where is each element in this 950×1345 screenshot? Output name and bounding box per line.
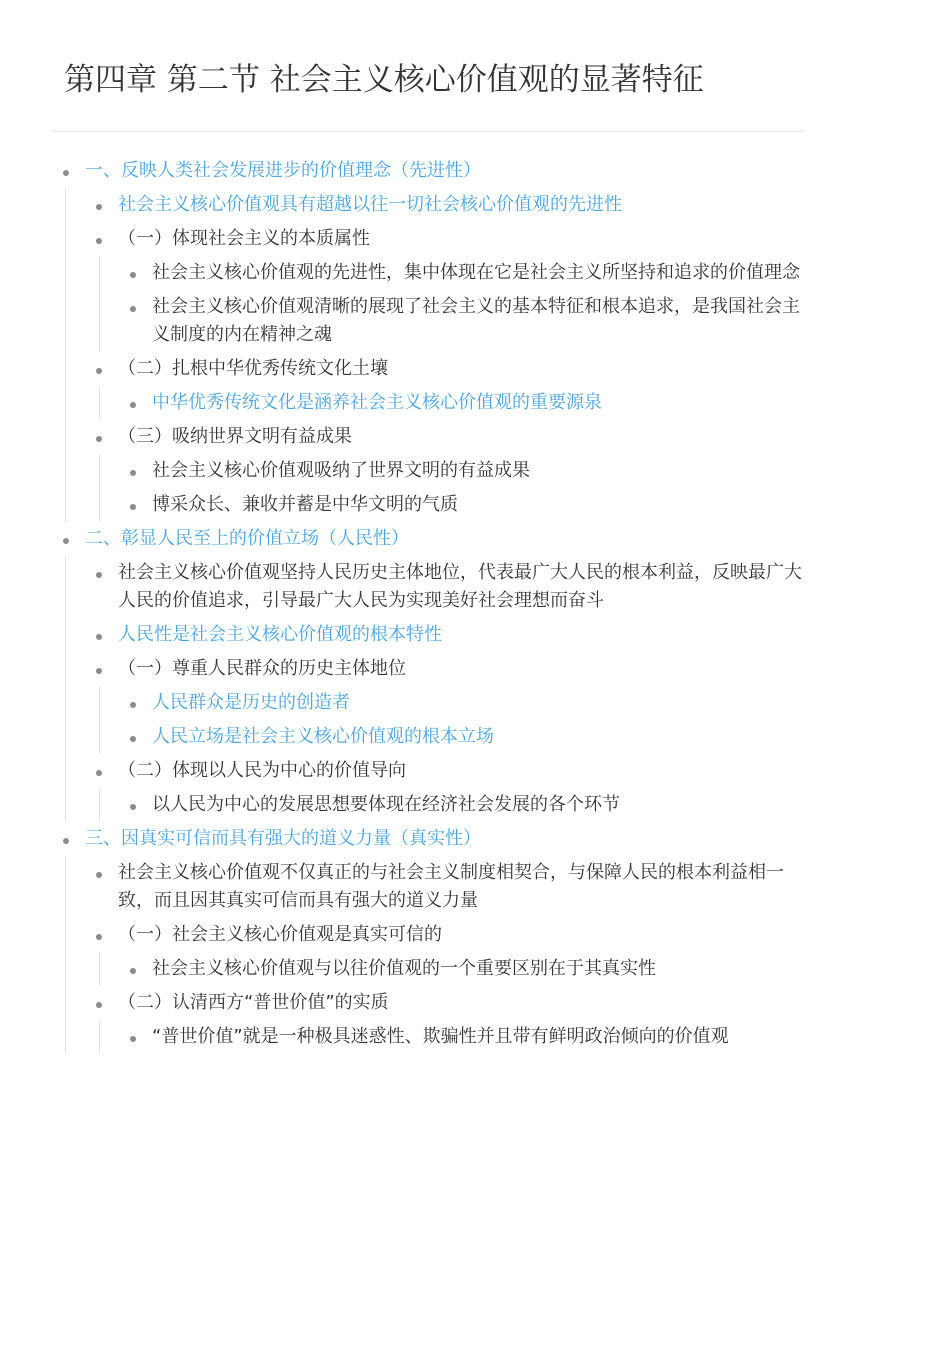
section-heading xyxy=(52,822,812,856)
bullet-dot-icon xyxy=(96,770,102,776)
bullet-dot-icon xyxy=(96,934,102,940)
point-text: 社会主义核心价值观的先进性，集中体现在它是社会主义所坚持和追求的价值理念 xyxy=(152,262,800,283)
subsection-heading-text: （一）社会主义核心价值观是真实可信的 xyxy=(118,924,442,945)
section-heading-text[interactable]: 一、反映人类社会发展进步的价值理念（先进性） xyxy=(85,160,481,181)
bullet-dot-icon xyxy=(130,470,136,476)
subsection-item xyxy=(66,918,812,986)
bullet-dot-icon xyxy=(96,368,102,374)
title-divider xyxy=(52,131,804,132)
section-heading-text[interactable]: 三、因真实可信而具有强大的道义力量（真实性） xyxy=(85,828,481,849)
bullet-dot-icon xyxy=(96,238,102,244)
subsection-heading-text: 社会主义核心价值观坚持人民历史主体地位，代表最广大人民的根本利益，反映最广大人民的价值追求，引导最广大人民为实现美好社会理想而奋斗 xyxy=(118,562,802,611)
point-text: 博采众长、兼收并蓄是中华文明的气质 xyxy=(152,494,458,515)
subsection-heading xyxy=(66,754,812,788)
subsection-heading xyxy=(66,856,812,918)
subsection-item xyxy=(66,188,812,222)
subsection-item xyxy=(66,420,812,522)
bullet-dot-icon xyxy=(96,572,102,578)
subsection-children xyxy=(99,454,812,522)
subsection-item xyxy=(66,856,812,918)
point-item xyxy=(100,256,812,290)
point-text: 社会主义核心价值观吸纳了世界文明的有益成果 xyxy=(152,460,530,481)
point-text[interactable]: 人民群众是历史的创造者 xyxy=(152,692,350,713)
subsection-heading-text: （二）体现以人民为中心的价值导向 xyxy=(118,760,406,781)
subsection-item xyxy=(66,652,812,754)
point-item xyxy=(100,788,812,822)
point-item xyxy=(100,454,812,488)
point xyxy=(100,1020,812,1054)
subsection-item xyxy=(66,556,812,618)
point xyxy=(100,720,812,754)
point-item xyxy=(100,720,812,754)
bullet-dot-icon xyxy=(96,872,102,878)
subsection-item xyxy=(66,618,812,652)
bullet-dot-icon xyxy=(63,170,69,176)
point xyxy=(100,454,812,488)
point xyxy=(100,952,812,986)
bullet-dot-icon xyxy=(96,204,102,210)
section-item xyxy=(52,522,812,822)
subsection-heading xyxy=(66,556,812,618)
subsection-item xyxy=(66,222,812,352)
point xyxy=(100,788,812,822)
subsection-children xyxy=(99,788,812,822)
section-item xyxy=(52,822,812,1054)
point-text[interactable]: 人民立场是社会主义核心价值观的根本立场 xyxy=(152,726,494,747)
bullet-dot-icon xyxy=(96,436,102,442)
section-children xyxy=(65,856,812,1054)
point-item xyxy=(100,488,812,522)
point xyxy=(100,386,812,420)
point xyxy=(100,256,812,290)
point-text: “普世价值”就是一种极具迷惑性、欺骗性并且带有鲜明政治倾向的价值观 xyxy=(152,1026,729,1047)
subsection-heading xyxy=(66,918,812,952)
page-title: 第四章 第二节 社会主义核心价值观的显著特征 xyxy=(64,62,704,98)
subsection-heading xyxy=(66,188,812,222)
subsection-heading-text: 社会主义核心价值观不仅真正的与社会主义制度相契合，与保障人民的根本利益相一致，而且因其真实可信而具有强大的道义力量 xyxy=(118,862,784,911)
point-item xyxy=(100,686,812,720)
section-heading xyxy=(52,154,812,188)
subsection-heading xyxy=(66,352,812,386)
subsection-heading xyxy=(66,986,812,1020)
bullet-dot-icon xyxy=(130,504,136,510)
bullet-dot-icon xyxy=(63,838,69,844)
bullet-dot-icon xyxy=(130,272,136,278)
subsection-heading-text: （三）吸纳世界文明有益成果 xyxy=(118,426,352,447)
subsection-heading xyxy=(66,420,812,454)
subsection-heading-text: （一）体现社会主义的本质属性 xyxy=(118,228,370,249)
point-text: 以人民为中心的发展思想要体现在经济社会发展的各个环节 xyxy=(152,794,620,815)
subsection-heading-text: （二）认清西方“普世价值”的实质 xyxy=(118,992,389,1013)
bullet-dot-icon xyxy=(130,804,136,810)
subsection-item xyxy=(66,754,812,822)
bullet-dot-icon xyxy=(96,668,102,674)
subsection-heading-text[interactable]: 人民性是社会主义核心价值观的根本特性 xyxy=(118,624,442,645)
subsection-heading-text: （一）尊重人民群众的历史主体地位 xyxy=(118,658,406,679)
section-heading-text[interactable]: 二、彰显人民至上的价值立场（人民性） xyxy=(85,528,409,549)
subsection-children xyxy=(99,386,812,420)
point-text: 社会主义核心价值观与以往价值观的一个重要区别在于其真实性 xyxy=(152,958,656,979)
subsection-children xyxy=(99,1020,812,1054)
subsection-children xyxy=(99,686,812,754)
bullet-dot-icon xyxy=(96,1002,102,1008)
bullet-dot-icon xyxy=(130,402,136,408)
point-item xyxy=(100,952,812,986)
subsection-children xyxy=(99,256,812,352)
subsection-heading-text[interactable]: 社会主义核心价值观具有超越以往一切社会核心价值观的先进性 xyxy=(118,194,622,215)
point-item xyxy=(100,1020,812,1054)
subsection-item xyxy=(66,986,812,1054)
bullet-dot-icon xyxy=(130,306,136,312)
subsection-children xyxy=(99,952,812,986)
outline-list xyxy=(52,154,812,1054)
subsection-item xyxy=(66,352,812,420)
point-item xyxy=(100,386,812,420)
point-text: 社会主义核心价值观清晰的展现了社会主义的基本特征和根本追求，是我国社会主义制度的内在精神之魂 xyxy=(152,296,800,345)
point xyxy=(100,290,812,352)
bullet-dot-icon xyxy=(130,736,136,742)
section-heading xyxy=(52,522,812,556)
bullet-dot-icon xyxy=(130,702,136,708)
bullet-dot-icon xyxy=(96,634,102,640)
subsection-heading xyxy=(66,652,812,686)
point-item xyxy=(100,290,812,352)
bullet-dot-icon xyxy=(130,968,136,974)
subsection-heading xyxy=(66,618,812,652)
section-children xyxy=(65,556,812,822)
bullet-dot-icon xyxy=(63,538,69,544)
section-item xyxy=(52,154,812,522)
point xyxy=(100,488,812,522)
section-children xyxy=(65,188,812,522)
subsection-heading-text: （二）扎根中华优秀传统文化土壤 xyxy=(118,358,388,379)
bullet-dot-icon xyxy=(130,1036,136,1042)
point xyxy=(100,686,812,720)
subsection-heading xyxy=(66,222,812,256)
point-text[interactable]: 中华优秀传统文化是涵养社会主义核心价值观的重要源泉 xyxy=(152,392,602,413)
